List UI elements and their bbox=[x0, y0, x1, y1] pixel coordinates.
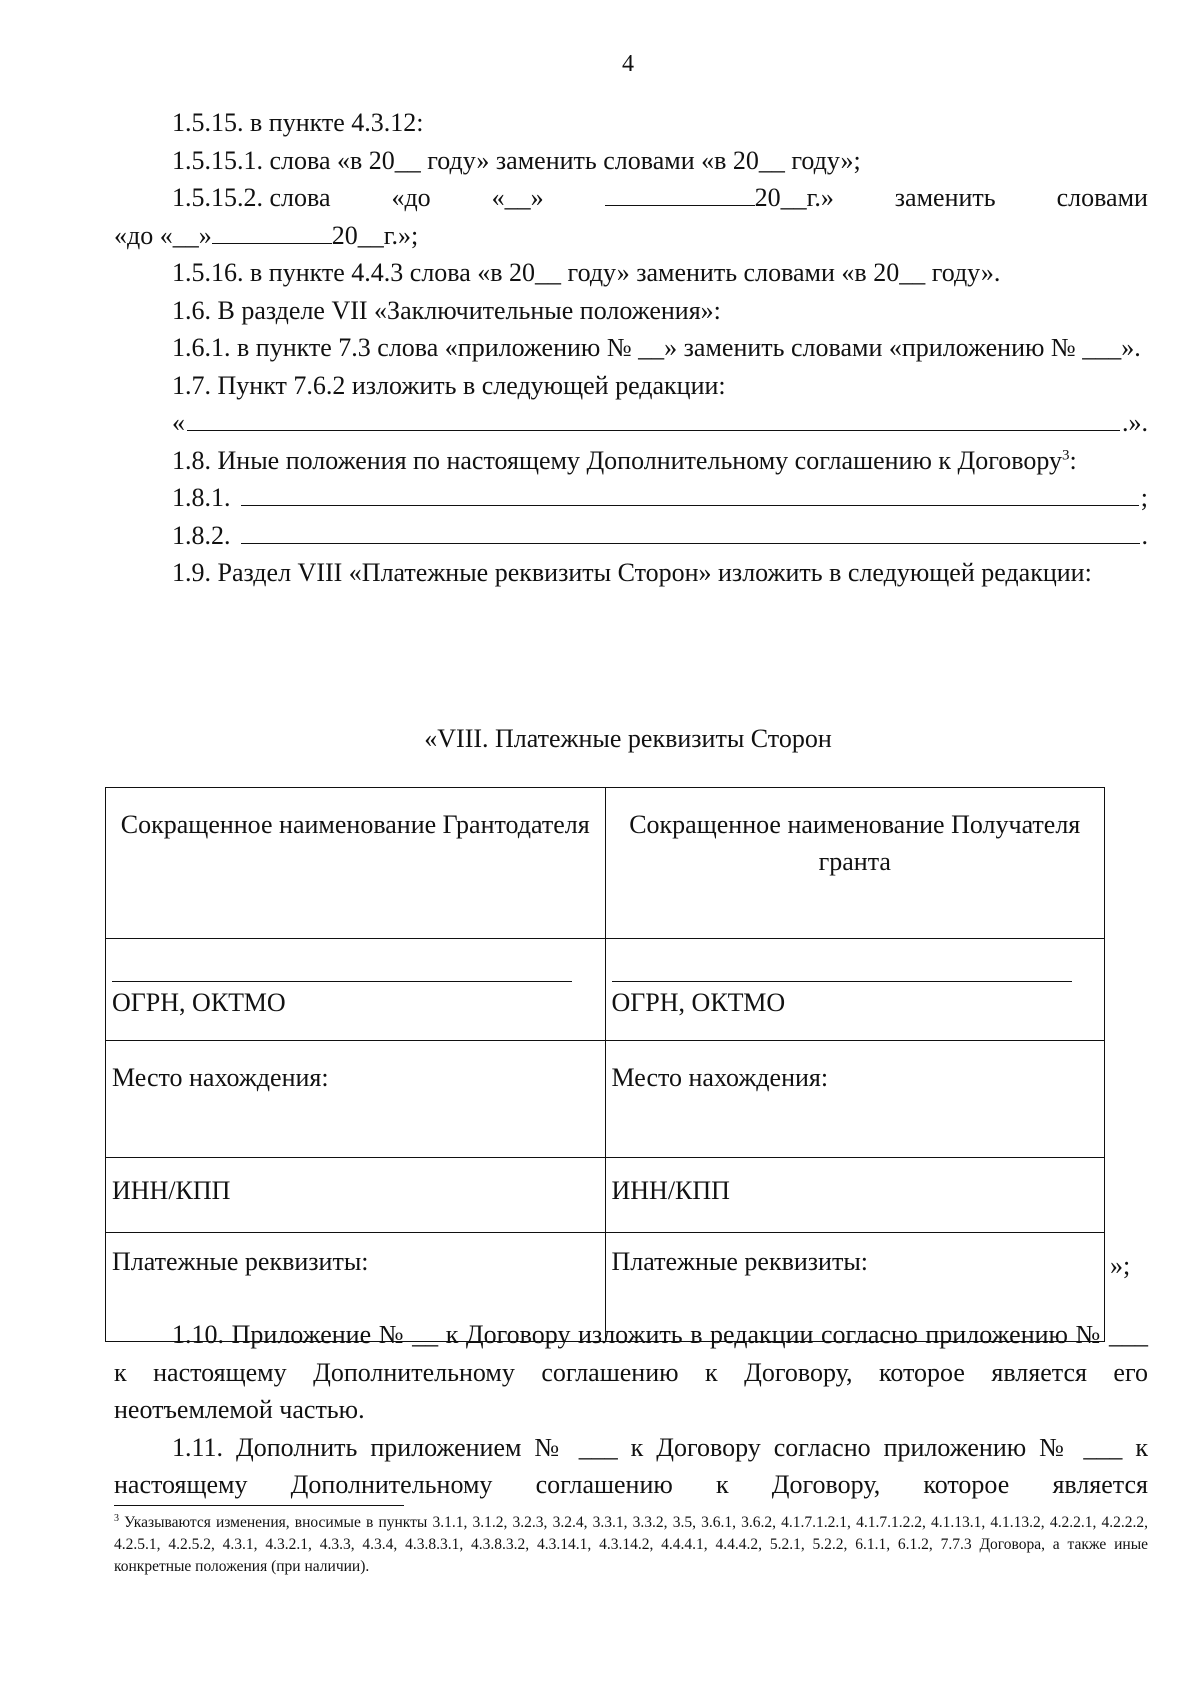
document-body-continued bbox=[114, 1316, 1148, 1504]
recipient-ogrn-cell bbox=[605, 939, 1105, 1041]
ogrn-label: ОГРН, ОКТМО bbox=[112, 988, 286, 1017]
section-title: «VIII. Платежные реквизиты Сторон bbox=[424, 724, 832, 753]
blank-line bbox=[241, 519, 1140, 544]
clause-1-5-15-1: 1.5.15.1. слова «в 20__ году» заменить словами «в 20__ году»; bbox=[172, 145, 861, 175]
quote-close: .». bbox=[1122, 408, 1148, 437]
clause-1-5-15-2-cont bbox=[114, 217, 1148, 255]
clause-end: ; bbox=[1140, 483, 1148, 512]
clause-text: 1.5.15.2. слова bbox=[172, 183, 331, 212]
grantor-name-cell: Сокращенное наименование Грантодателя bbox=[106, 788, 606, 939]
clause-text: 1.8. Иные положения по настоящему Дополнительному соглашению к Договору bbox=[172, 445, 1063, 475]
clause-number: 1.8.1. bbox=[172, 483, 231, 512]
recipient-address-cell: Место нахождения: bbox=[605, 1041, 1105, 1158]
table-row bbox=[106, 939, 1105, 1041]
clause-1-11: 1.11. Дополнить приложением № ___ к Договору согласно приложению № ___ к настоящему Дополнительному соглашению к Договору, которое является bbox=[114, 1432, 1148, 1499]
clause-1-6-1: 1.6.1. в пункте 7.3 слова «приложению № __» заменить словами «приложению № ___». bbox=[172, 333, 1141, 362]
clause-1-5-15: 1.5.15. в пункте 4.3.12: bbox=[172, 108, 424, 137]
grantor-payment-cell: Платежные реквизиты: bbox=[106, 1233, 606, 1342]
clause-end: . bbox=[1141, 520, 1148, 550]
table-closing-quote: »; bbox=[1110, 1251, 1131, 1280]
footnote-text: Указываются изменения, вносимые в пункты 3.1.1, 3.1.2, 3.2.3, 3.2.4, 3.3.1, 3.3.2, 3.5, 3.6.1, 3.6.2, 4.1.7.1.2.1, 4.1.7.1.2.2, 4.1.13.1, 4.1.13.2, 4.2.2.1, 4.2.2.2, 4.2.5.1, 4.2.5.2, 4.3.1, 4.3.2.1, 4.3.3, 4.3.4, 4.3.8.3.1, 4.3.8.3.2, 4.3.14.1, 4.3.14.2, 4.4.4.1, 4.4.4.2, 5.2.1, 5.2.2, 6.1.1, 6.1.2, 7.7.3 Договора, а также иные конкретные положения (при наличии). bbox=[114, 1514, 1148, 1575]
clause-number: 1.8.2. bbox=[172, 520, 231, 550]
document-body bbox=[114, 104, 1148, 592]
clause-text: «__» bbox=[491, 183, 544, 212]
footnote bbox=[114, 1512, 1148, 1578]
recipient-inn-cell: ИНН/КПП bbox=[605, 1158, 1105, 1233]
page-number: 4 bbox=[622, 51, 634, 77]
clause-text: «до bbox=[391, 183, 431, 212]
ogrn-label: ОГРН, ОКТМО bbox=[611, 988, 786, 1017]
clause-1-8 bbox=[114, 442, 1148, 480]
blank-line bbox=[612, 981, 1072, 982]
footnote-mark: 3 bbox=[114, 1512, 119, 1524]
clause-text: заменить bbox=[894, 183, 996, 212]
table-row bbox=[106, 1041, 1105, 1158]
clause-1-8-1 bbox=[114, 479, 1148, 517]
table-row bbox=[106, 788, 1105, 939]
clause-1-9: 1.9. Раздел VIII «Платежные реквизиты Сторон» изложить в следующей редакции: bbox=[172, 558, 1092, 587]
clause-1-6: 1.6. В разделе VII «Заключительные положения»: bbox=[172, 295, 721, 325]
clause-text: 20__г.» bbox=[754, 183, 834, 212]
clause-1-5-15-2 bbox=[114, 179, 1148, 217]
clause-1-7-blank bbox=[114, 404, 1148, 442]
footnote-separator bbox=[114, 1505, 404, 1506]
clause-1-7: 1.7. Пункт 7.6.2 изложить в следующей редакции: bbox=[172, 370, 726, 400]
date-blank bbox=[605, 179, 834, 217]
quote-open: « bbox=[172, 408, 185, 437]
recipient-payment-cell: Платежные реквизиты: bbox=[605, 1233, 1105, 1342]
grantor-inn-cell: ИНН/КПП bbox=[106, 1158, 606, 1233]
clause-1-5-16: 1.5.16. в пункте 4.4.3 слова «в 20__ году» заменить словами «в 20__ году». bbox=[172, 258, 1001, 287]
table-row bbox=[106, 1158, 1105, 1233]
clause-1-8-2 bbox=[114, 517, 1148, 555]
clause-text: : bbox=[1069, 445, 1077, 475]
blank-line bbox=[112, 981, 572, 982]
blank-line bbox=[212, 219, 332, 244]
payment-details-table bbox=[105, 787, 1105, 1342]
clause-text: 20__г.»; bbox=[331, 220, 419, 250]
clause-text: «до «__» bbox=[114, 220, 212, 250]
footnote-ref: 3 bbox=[1062, 446, 1070, 463]
grantor-address-cell: Место нахождения: bbox=[106, 1041, 606, 1158]
blank-line bbox=[605, 181, 755, 206]
blank-line bbox=[187, 406, 1120, 431]
grantor-ogrn-cell bbox=[106, 939, 606, 1041]
clause-1-10: 1.10. Приложение № __ к Договору изложить в редакции согласно приложению № ___ к настоящему Дополнительному соглашению к Договору, которое является его неотъемлемой частью. bbox=[114, 1320, 1148, 1424]
recipient-name-cell: Сокращенное наименование Получателя гранта bbox=[605, 788, 1105, 939]
blank-line bbox=[241, 481, 1139, 506]
clause-text: словами bbox=[1056, 183, 1148, 212]
